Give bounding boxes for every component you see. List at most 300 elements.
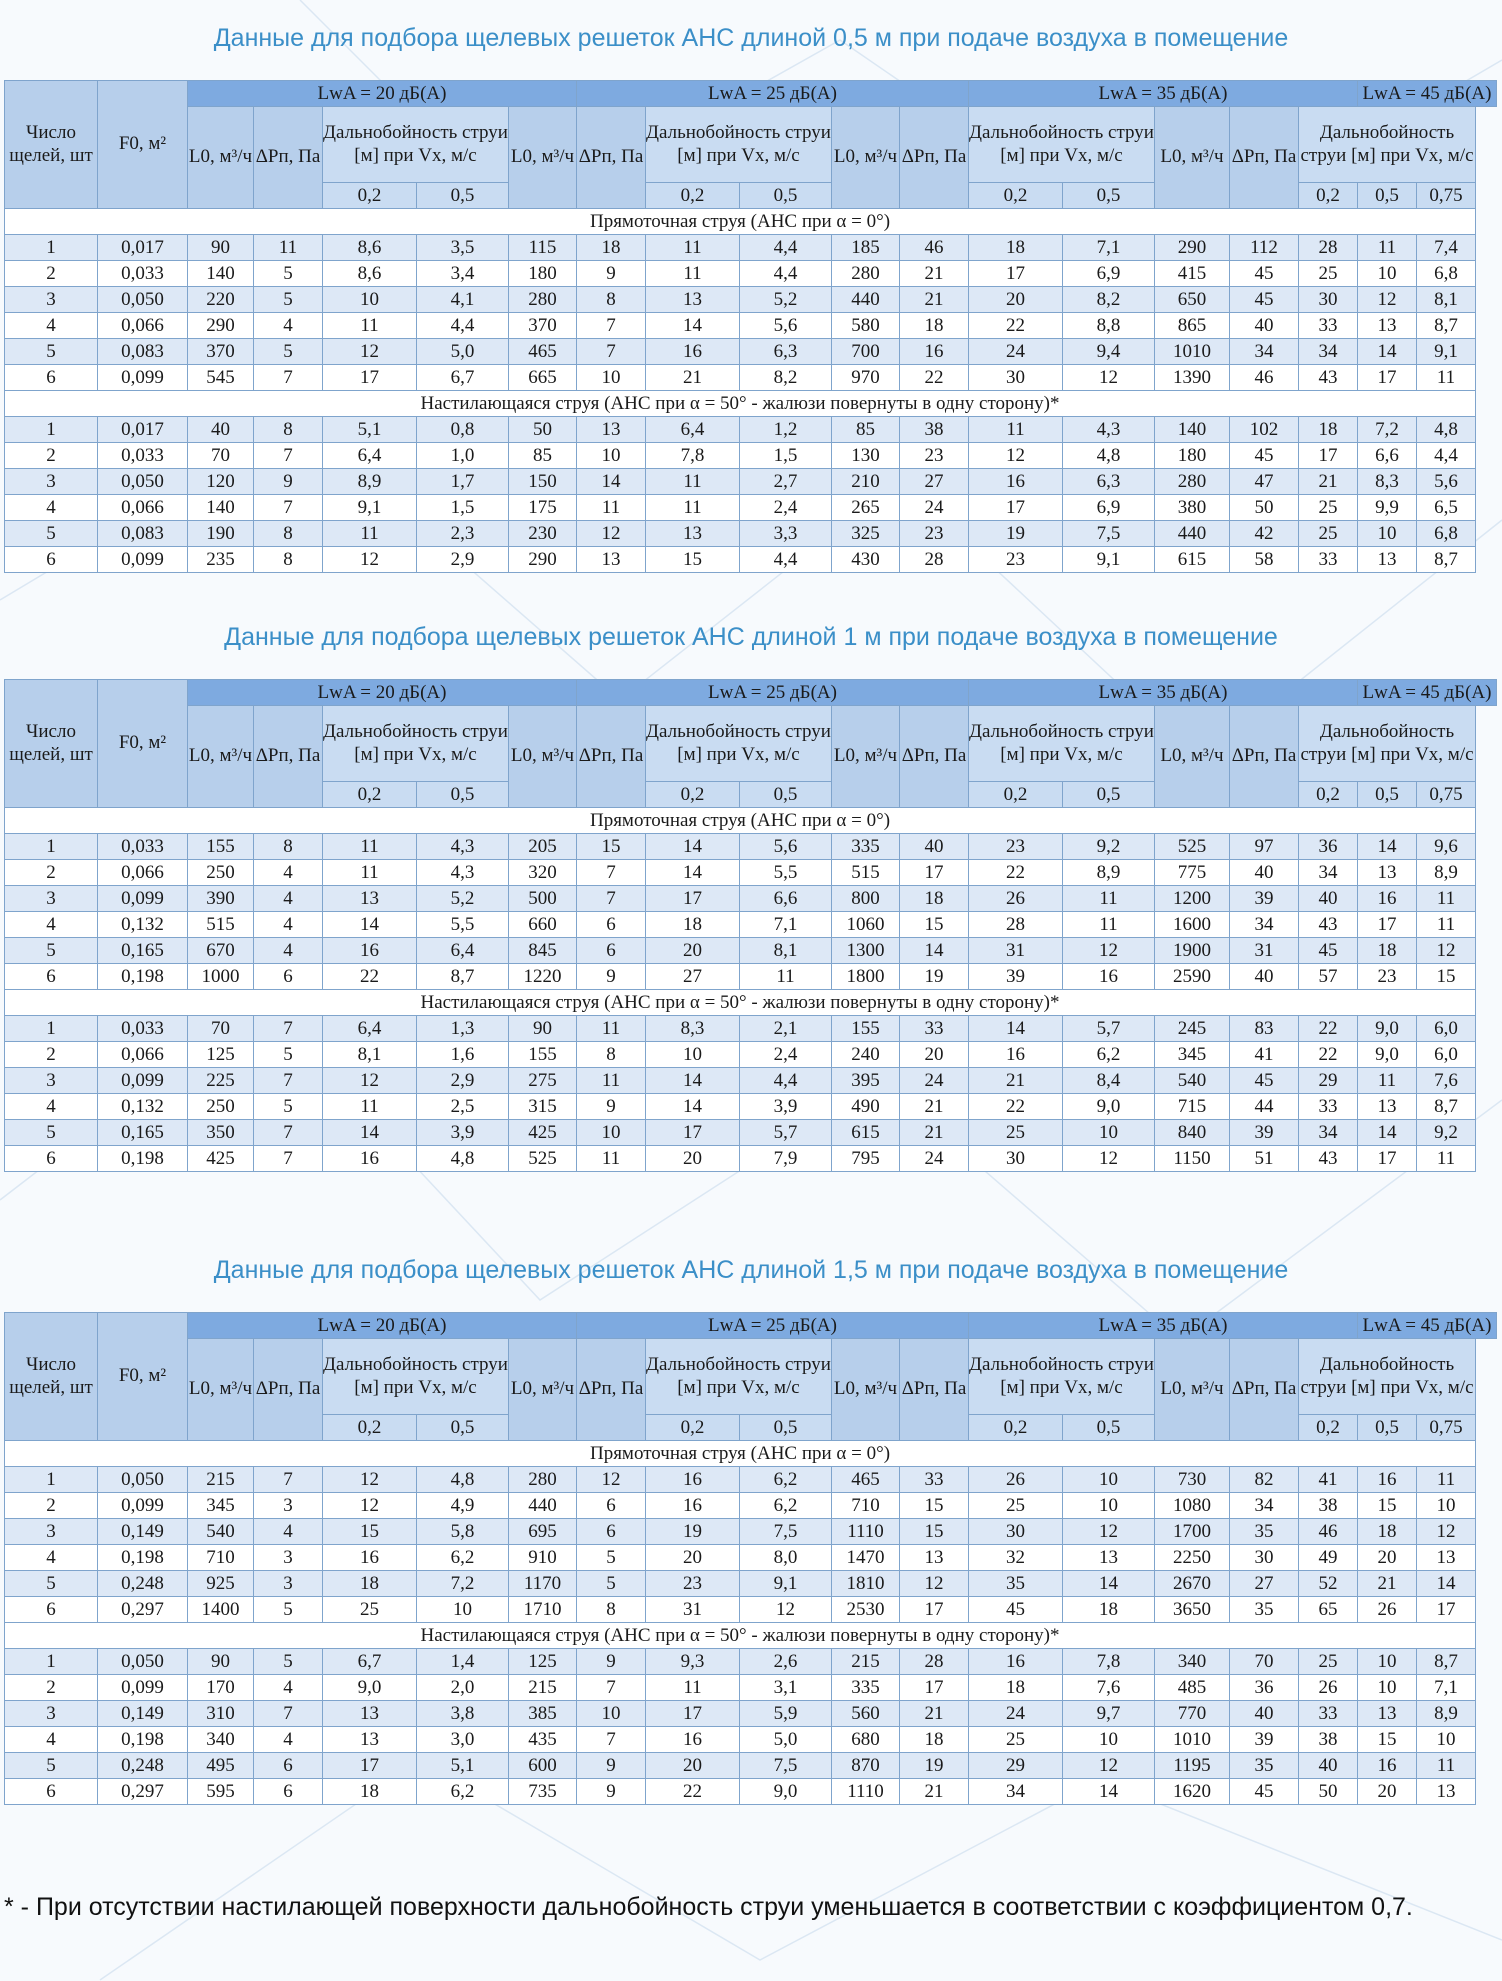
table-cell: 0,149 (98, 1701, 188, 1727)
table-cell: 46 (1299, 1519, 1358, 1545)
table-cell: 11 (646, 469, 740, 495)
table-cell: 190 (188, 521, 254, 547)
table-cell: 20 (646, 1545, 740, 1571)
table-cell: 265 (832, 495, 900, 521)
table-cell: 20 (646, 1753, 740, 1779)
table-cell: 14 (323, 912, 417, 938)
table-cell: 26 (1358, 1597, 1417, 1623)
table-cell: 15 (1358, 1727, 1417, 1753)
table-cell: 280 (832, 261, 900, 287)
table-cell: 3,1 (740, 1675, 832, 1701)
table-cell: 525 (1155, 834, 1230, 860)
table-cell: 485 (1155, 1675, 1230, 1701)
table-cell: 185 (832, 235, 900, 261)
count-header: Число щелей, шт (5, 1313, 98, 1441)
table-cell: 33 (1299, 313, 1358, 339)
table-cell: 7 (254, 1016, 323, 1042)
table-cell: 430 (832, 547, 900, 573)
table-cell: 350 (188, 1120, 254, 1146)
table-cell: 22 (969, 860, 1063, 886)
table-cell: 5,5 (740, 860, 832, 886)
table-cell: 15 (1417, 964, 1476, 990)
table-cell: 0,198 (98, 964, 188, 990)
table-cell: 2,0 (417, 1675, 509, 1701)
table-cell: 21 (969, 1068, 1063, 1094)
subsection-label: Прямоточная струя (АНС при α = 0°) (5, 808, 1476, 834)
table-cell: 1080 (1155, 1493, 1230, 1519)
subsection-label: Настилающаяся струя (АНС при α = 50° - жалюзи повернуты в одну сторону)* (5, 990, 1476, 1016)
range-header: Дальнобойность струи [м] при Vx, м/с (646, 107, 832, 183)
table-cell: 170 (188, 1675, 254, 1701)
table-cell: 290 (188, 313, 254, 339)
table-cell: 8,6 (323, 261, 417, 287)
table-cell: 1000 (188, 964, 254, 990)
table-cell: 1 (5, 1016, 98, 1042)
footnote: * - При отсутствии настилающей поверхности дальнобойность струи уменьшается в соответствии с коэффициентом 0,7. (4, 1893, 1413, 1921)
table-cell: 10 (646, 1042, 740, 1068)
table-cell: 1400 (188, 1597, 254, 1623)
table-cell: 13 (1358, 1701, 1417, 1727)
table-cell: 345 (188, 1493, 254, 1519)
table-cell: 6,2 (417, 1779, 509, 1805)
table-cell: 70 (188, 443, 254, 469)
table-cell: 870 (832, 1753, 900, 1779)
speed-header: 0,75 (1417, 782, 1476, 808)
table-cell: 275 (509, 1068, 577, 1094)
table-cell: 19 (900, 964, 969, 990)
table-row (5, 886, 1497, 912)
table-cell: 800 (832, 886, 900, 912)
table-cell: 8,9 (323, 469, 417, 495)
table-cell: 46 (900, 235, 969, 261)
table-cell: 21 (900, 287, 969, 313)
table-cell: 4 (254, 1519, 323, 1545)
table-cell: 6 (5, 365, 98, 391)
table-cell: 9,1 (740, 1571, 832, 1597)
range-header: Дальнобойность струи [м] при Vx, м/с (1299, 706, 1476, 782)
table-cell: 385 (509, 1701, 577, 1727)
table-cell: 340 (188, 1727, 254, 1753)
table-cell: 225 (188, 1068, 254, 1094)
table-cell: 10 (1358, 521, 1417, 547)
table-cell: 0,8 (417, 417, 509, 443)
level-header: LwA = 45 дБ(А) (1358, 1313, 1497, 1339)
speed-header: 0,2 (323, 1415, 417, 1441)
table-cell: 3 (5, 886, 98, 912)
subsection-label: Настилающаяся струя (АНС при α = 50° - жалюзи повернуты в одну сторону)* (5, 391, 1476, 417)
table-cell: 21 (900, 261, 969, 287)
table-cell: 6,4 (323, 443, 417, 469)
table-row (5, 1068, 1497, 1094)
table-cell: 18 (1358, 1519, 1417, 1545)
table-cell: 335 (832, 834, 900, 860)
table-cell: 24 (900, 1146, 969, 1172)
speed-header: 0,5 (1358, 183, 1417, 209)
table-cell: 13 (646, 521, 740, 547)
table-cell: 17 (323, 1753, 417, 1779)
l0-header: L0, м³/ч (509, 706, 577, 808)
table-cell: 6 (5, 1597, 98, 1623)
table-cell: 65 (1299, 1597, 1358, 1623)
table-cell: 6,7 (323, 1649, 417, 1675)
table-cell: 16 (646, 1727, 740, 1753)
table-cell: 525 (509, 1146, 577, 1172)
range-header: Дальнобойность струи [м] при Vx, м/с (969, 706, 1155, 782)
table-cell: 44 (1230, 1094, 1299, 1120)
table-cell: 16 (1063, 964, 1155, 990)
table-cell: 220 (188, 287, 254, 313)
table-cell: 140 (188, 495, 254, 521)
table-cell: 11 (740, 964, 832, 990)
table-cell: 35 (1230, 1753, 1299, 1779)
table-cell: 215 (188, 1467, 254, 1493)
dp-header: ΔPп, Па (1230, 1339, 1299, 1441)
table-cell: 8,1 (1417, 287, 1476, 313)
table-cell: 8 (577, 287, 646, 313)
table-cell: 8,7 (1417, 313, 1476, 339)
table-cell: 7,2 (1358, 417, 1417, 443)
table-cell: 9 (577, 964, 646, 990)
table-cell: 11 (323, 834, 417, 860)
table-cell: 45 (1230, 1779, 1299, 1805)
table-cell: 0,165 (98, 1120, 188, 1146)
dp-header: ΔPп, Па (900, 1339, 969, 1441)
table-cell: 41 (1299, 1467, 1358, 1493)
table-cell: 3650 (1155, 1597, 1230, 1623)
table-cell: 5 (5, 1571, 98, 1597)
table-cell: 70 (188, 1016, 254, 1042)
table-cell: 10 (1358, 261, 1417, 287)
speed-header: 0,5 (1063, 782, 1155, 808)
table-cell: 140 (188, 261, 254, 287)
table-row (5, 495, 1497, 521)
table-cell: 18 (1358, 938, 1417, 964)
level-header: LwA = 35 дБ(А) (969, 680, 1358, 706)
table-cell: 5 (5, 521, 98, 547)
table-cell: 6,2 (417, 1545, 509, 1571)
table-cell: 11 (1417, 1467, 1476, 1493)
table-cell: 13 (577, 547, 646, 573)
table-section-1 (0, 16, 1502, 573)
table-cell: 6 (577, 1519, 646, 1545)
table-cell: 7 (254, 1146, 323, 1172)
table-cell: 30 (969, 1519, 1063, 1545)
table-cell: 9 (577, 1779, 646, 1805)
table-cell: 34 (1230, 1493, 1299, 1519)
table-cell: 1300 (832, 938, 900, 964)
table-cell: 6,4 (646, 417, 740, 443)
table-cell: 12 (1063, 938, 1155, 964)
table-cell: 10 (1063, 1727, 1155, 1753)
table-cell: 4,4 (740, 261, 832, 287)
table-cell: 2 (5, 443, 98, 469)
table-cell: 22 (1299, 1016, 1358, 1042)
table-cell: 540 (188, 1519, 254, 1545)
table-cell: 1200 (1155, 886, 1230, 912)
table-cell: 8,9 (1417, 1701, 1476, 1727)
table-cell: 6,2 (740, 1467, 832, 1493)
range-header: Дальнобойность струи [м] при Vx, м/с (323, 1339, 509, 1415)
table-row (5, 1675, 1497, 1701)
table-cell: 14 (1417, 1571, 1476, 1597)
table-cell: 1620 (1155, 1779, 1230, 1805)
table-cell: 0,198 (98, 1545, 188, 1571)
table-row (5, 1094, 1497, 1120)
table-cell: 14 (969, 1016, 1063, 1042)
table-cell: 3 (5, 1519, 98, 1545)
table-cell: 515 (832, 860, 900, 886)
f0-header: F0, м² (98, 680, 188, 808)
table-cell: 30 (969, 365, 1063, 391)
table-row (5, 912, 1497, 938)
table-cell: 17 (646, 886, 740, 912)
table-cell: 290 (509, 547, 577, 573)
table-cell: 22 (900, 365, 969, 391)
table-cell: 97 (1230, 834, 1299, 860)
table-cell: 38 (1299, 1493, 1358, 1519)
table-cell: 34 (1299, 860, 1358, 886)
table-cell: 4 (254, 912, 323, 938)
table-cell: 5,1 (323, 417, 417, 443)
table-cell: 43 (1299, 365, 1358, 391)
table-cell: 4 (254, 938, 323, 964)
table-cell: 14 (577, 469, 646, 495)
table-cell: 615 (1155, 547, 1230, 573)
table-cell: 5 (254, 287, 323, 313)
table-cell: 425 (509, 1120, 577, 1146)
table-cell: 33 (1299, 1094, 1358, 1120)
level-header: LwA = 25 дБ(А) (577, 680, 969, 706)
table-cell: 180 (1155, 443, 1230, 469)
table-cell: 26 (969, 886, 1063, 912)
table-cell: 3,0 (417, 1727, 509, 1753)
table-cell: 7,6 (1417, 1068, 1476, 1094)
table-cell: 14 (646, 1094, 740, 1120)
table-row (5, 521, 1497, 547)
table-cell: 5 (254, 339, 323, 365)
table-cell: 10 (1063, 1120, 1155, 1146)
speed-header: 0,2 (1299, 1415, 1358, 1441)
speed-header: 0,5 (740, 782, 832, 808)
table-cell: 19 (900, 1753, 969, 1779)
table-cell: 52 (1299, 1571, 1358, 1597)
table-cell: 370 (188, 339, 254, 365)
table-cell: 5 (5, 938, 98, 964)
table-cell: 18 (900, 1727, 969, 1753)
table-cell: 5,6 (1417, 469, 1476, 495)
level-header: LwA = 25 дБ(А) (577, 1313, 969, 1339)
table-cell: 7 (254, 495, 323, 521)
table-cell: 22 (969, 1094, 1063, 1120)
table-cell: 38 (1299, 1727, 1358, 1753)
table-cell: 8,0 (740, 1545, 832, 1571)
table-cell: 1 (5, 834, 98, 860)
table-cell: 33 (900, 1467, 969, 1493)
table-cell: 335 (832, 1675, 900, 1701)
table-cell: 13 (1358, 313, 1417, 339)
table-cell: 340 (1155, 1649, 1230, 1675)
table-cell: 11 (1417, 1753, 1476, 1779)
table-cell: 15 (900, 1493, 969, 1519)
table-cell: 10 (1063, 1467, 1155, 1493)
table-cell: 3,5 (417, 235, 509, 261)
table-cell: 16 (969, 1042, 1063, 1068)
table-cell: 6,9 (1063, 261, 1155, 287)
table-section-2 (0, 615, 1502, 1172)
table-cell: 21 (900, 1120, 969, 1146)
table-cell: 9 (254, 469, 323, 495)
l0-header: L0, м³/ч (1155, 107, 1230, 209)
table-cell: 7,5 (1063, 521, 1155, 547)
table-cell: 21 (900, 1779, 969, 1805)
table-cell: 7,6 (1063, 1675, 1155, 1701)
table-cell: 70 (1230, 1649, 1299, 1675)
table-cell: 0,248 (98, 1753, 188, 1779)
table-cell: 1220 (509, 964, 577, 990)
table-cell: 58 (1230, 547, 1299, 573)
table-cell: 8,7 (1417, 1094, 1476, 1120)
level-header: LwA = 45 дБ(А) (1358, 680, 1497, 706)
table-cell: 0,033 (98, 834, 188, 860)
count-header: Число щелей, шт (5, 680, 98, 808)
speed-header: 0,2 (646, 1415, 740, 1441)
table-cell: 12 (1063, 1146, 1155, 1172)
table-row (5, 1571, 1497, 1597)
table-cell: 39 (1230, 886, 1299, 912)
table-row (5, 834, 1497, 860)
table-cell: 43 (1299, 1146, 1358, 1172)
table-cell: 6 (5, 1146, 98, 1172)
table-cell: 11 (1417, 365, 1476, 391)
table-cell: 7,2 (417, 1571, 509, 1597)
table-cell: 440 (509, 1493, 577, 1519)
table-cell: 1,7 (417, 469, 509, 495)
table-cell: 465 (509, 339, 577, 365)
table-cell: 320 (509, 860, 577, 886)
table-cell: 1195 (1155, 1753, 1230, 1779)
table-cell: 85 (509, 443, 577, 469)
table-cell: 0,297 (98, 1779, 188, 1805)
table-cell: 6,2 (1063, 1042, 1155, 1068)
table-cell: 395 (832, 1068, 900, 1094)
table-cell: 30 (969, 1146, 1063, 1172)
table-cell: 7 (577, 1727, 646, 1753)
table-cell: 12 (1417, 1519, 1476, 1545)
speed-header: 0,5 (417, 183, 509, 209)
table-cell: 180 (509, 261, 577, 287)
table-cell: 250 (188, 860, 254, 886)
table-cell: 560 (832, 1701, 900, 1727)
table-cell: 0,099 (98, 547, 188, 573)
table-cell: 8,6 (323, 235, 417, 261)
table-cell: 32 (969, 1545, 1063, 1571)
table-cell: 42 (1230, 521, 1299, 547)
table-row (5, 1545, 1497, 1571)
table-cell: 49 (1299, 1545, 1358, 1571)
table-cell: 2590 (1155, 964, 1230, 990)
table-cell: 4 (5, 495, 98, 521)
table-cell: 6 (5, 547, 98, 573)
table-cell: 12 (1358, 287, 1417, 313)
table-cell: 6,4 (417, 938, 509, 964)
table-cell: 4,4 (1417, 443, 1476, 469)
table-cell: 5,7 (1063, 1016, 1155, 1042)
dp-header: ΔPп, Па (1230, 706, 1299, 808)
table-cell: 50 (1299, 1779, 1358, 1805)
range-header: Дальнобойность струи [м] при Vx, м/с (1299, 1339, 1476, 1415)
table-cell: 35 (969, 1571, 1063, 1597)
range-header: Дальнобойность струи [м] при Vx, м/с (969, 1339, 1155, 1415)
table-cell: 4 (5, 1727, 98, 1753)
table-cell: 970 (832, 365, 900, 391)
table-cell: 6,0 (1417, 1042, 1476, 1068)
table-cell: 7 (254, 1467, 323, 1493)
table-cell: 34 (1230, 912, 1299, 938)
table-cell: 14 (1358, 1120, 1417, 1146)
speed-header: 0,2 (323, 183, 417, 209)
table-cell: 45 (1299, 938, 1358, 964)
l0-header: L0, м³/ч (832, 1339, 900, 1441)
table-cell: 28 (900, 1649, 969, 1675)
table-cell: 10 (577, 1701, 646, 1727)
table-cell: 14 (646, 1068, 740, 1094)
table-cell: 9,2 (1417, 1120, 1476, 1146)
speed-header: 0,2 (969, 183, 1063, 209)
table-cell: 0,132 (98, 912, 188, 938)
table-cell: 4,3 (417, 860, 509, 886)
table-cell: 0,297 (98, 1597, 188, 1623)
dp-header: ΔPп, Па (254, 706, 323, 808)
table-cell: 6 (577, 1493, 646, 1519)
level-header: LwA = 25 дБ(А) (577, 81, 969, 107)
table-cell: 9,1 (323, 495, 417, 521)
table-cell: 7,4 (1417, 235, 1476, 261)
table-cell: 9,0 (1358, 1042, 1417, 1068)
table-cell: 0,132 (98, 1094, 188, 1120)
table-cell: 5,8 (417, 1519, 509, 1545)
table-cell: 25 (1299, 521, 1358, 547)
table-row (5, 339, 1497, 365)
table-cell: 2,4 (740, 1042, 832, 1068)
table-cell: 12 (900, 1571, 969, 1597)
table-cell: 33 (1299, 1701, 1358, 1727)
table-cell: 17 (1417, 1597, 1476, 1623)
table-cell: 4 (5, 1545, 98, 1571)
table-cell: 235 (188, 547, 254, 573)
table-cell: 8,1 (323, 1042, 417, 1068)
speed-header: 0,75 (1417, 183, 1476, 209)
table-cell: 9 (577, 1094, 646, 1120)
table-cell: 8,2 (1063, 287, 1155, 313)
table-cell: 0,066 (98, 1042, 188, 1068)
table-cell: 2530 (832, 1597, 900, 1623)
table-cell: 1 (5, 235, 98, 261)
table-cell: 40 (900, 834, 969, 860)
table-cell: 40 (1230, 964, 1299, 990)
table-cell: 5 (254, 1042, 323, 1068)
table-cell: 11 (1417, 1146, 1476, 1172)
table-cell: 112 (1230, 235, 1299, 261)
table-cell: 440 (832, 287, 900, 313)
table-cell: 1700 (1155, 1519, 1230, 1545)
table-cell: 6 (254, 1753, 323, 1779)
table-cell: 4 (254, 860, 323, 886)
table-cell: 1,4 (417, 1649, 509, 1675)
table-cell: 17 (969, 261, 1063, 287)
table-cell: 24 (900, 495, 969, 521)
table-cell: 21 (1358, 1571, 1417, 1597)
table-cell: 24 (969, 339, 1063, 365)
